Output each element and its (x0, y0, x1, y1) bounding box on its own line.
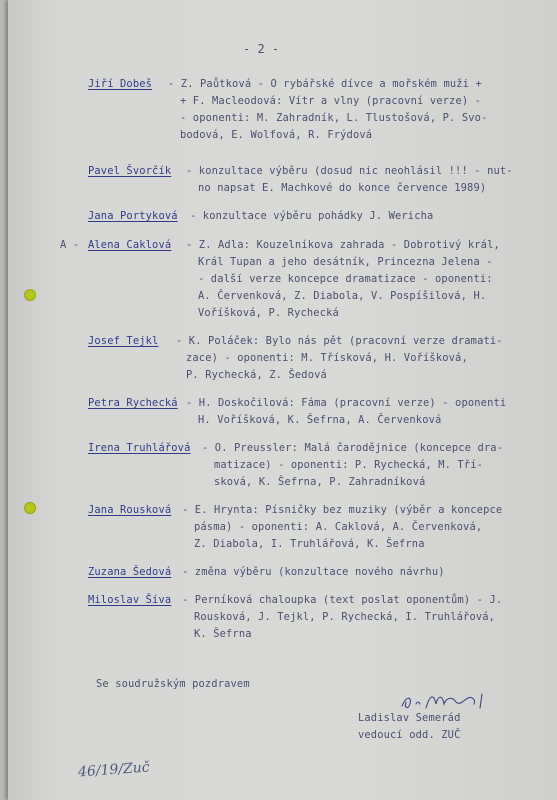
entry-text-line: Rousková, J. Tejkl, P. Rychecká, I. Truhlářová, (194, 611, 496, 623)
entry-text-line: - E. Hrynta: Písničky bez muziky (výběr a koncepce (182, 504, 503, 516)
entry-name: Jiří Dobeš (88, 78, 153, 90)
entry-text-line: - K. Poláček: Bylo nás pět (pracovní verze dramati- (176, 335, 503, 347)
punch-hole (24, 289, 36, 301)
closing-greeting: Se soudružským pozdravem (96, 678, 250, 690)
entry-name: Pavel Švorčík (88, 165, 172, 177)
entry-name: Jana Portyková (88, 210, 178, 222)
entry-text-line: P. Rychecká, Z. Šedová (186, 369, 327, 381)
entry-name: Zuzana Šedová (88, 566, 172, 578)
entry-text-line: K. Šefrna (194, 628, 252, 640)
entry-text-line: A. Červenková, Z. Diabola, V. Pospíšilová, H. (198, 290, 487, 302)
signatory-title: vedoucí odd. ZUČ (358, 729, 461, 741)
entry-text-line: - O. Preussler: Malá čarodějnice (koncepce dra- (202, 442, 504, 454)
entry-text-line: bodová, E. Wolfová, R. Frýdová (180, 129, 373, 141)
entry-text-line: zace) - oponenti: M. Třísková, H. Voříšková, (186, 352, 468, 364)
entry-text-line: matizace) - oponenti: P. Rychecká, M. Tří- (214, 459, 484, 471)
entry-name: Petra Rychecká (88, 397, 178, 409)
entry-name: Josef Tejkl (88, 335, 159, 347)
entry-prefix: A - (60, 239, 80, 251)
signatory-name: Ladislav Semerád (358, 712, 461, 724)
entry-text-line: - Z. Adla: Kouzelníkova zahrada - Dobrotivý král, (186, 239, 500, 251)
entry-text-line: Z. Diabola, I. Truhlářová, K. Šefrna (194, 538, 425, 550)
entry-name: Miloslav Šíva (88, 594, 172, 606)
entry-text-line: Král Tupan a jeho desátník, Princezna Jelena - (198, 256, 493, 268)
entry-text-line: - oponenti: M. Zahradník, L. Tlustošová, P. Svo- (180, 112, 488, 124)
entry-name: Irena Truhlářová (88, 442, 191, 454)
entry-text-line: + F. Macleodová: Vítr a vlny (pracovní verze) - (180, 95, 482, 107)
entry-text-line: Voříšková, P. Rychecká (198, 307, 339, 319)
entry-text-line: - Perníková chaloupka (text poslat oponentům) - J. (182, 594, 503, 606)
entry-text-line: - Z. Paůtková - O rybářské dívce a mořském muži + (168, 78, 482, 90)
entry-text-line: - H. Doskočilová: Fáma (pracovní verze) - oponenti (186, 397, 507, 409)
entry-text-line: - další verze koncepce dramatizace - oponenti: (198, 273, 493, 285)
entry-text-line: no napsat E. Machkové do konce července 1989) (198, 182, 487, 194)
entry-name: Alena Caklová (88, 239, 172, 251)
punch-hole (24, 502, 36, 514)
entry-name: Jana Rousková (88, 504, 172, 516)
document-page (8, 0, 557, 800)
entry-text-line: sková, K. Šefrna, P. Zahradníková (214, 476, 426, 488)
entry-text-line: - konzultace výběru (dosud nic neohlásil !!! - nut- (186, 165, 513, 177)
page-number: - 2 - (243, 42, 280, 56)
entry-text-line: - konzultace výběru pohádky J. Wericha (190, 210, 434, 222)
entry-text-line: pásma) - oponenti: A. Caklová, A. Červenková, (194, 521, 483, 533)
entry-text-line: - změna výběru (konzultace nového návrhu) (182, 566, 445, 578)
handwritten-reference: 46/19/Zuč (77, 759, 151, 781)
entry-text-line: H. Voříšková, K. Šefrna, A. Červenková (198, 414, 442, 426)
